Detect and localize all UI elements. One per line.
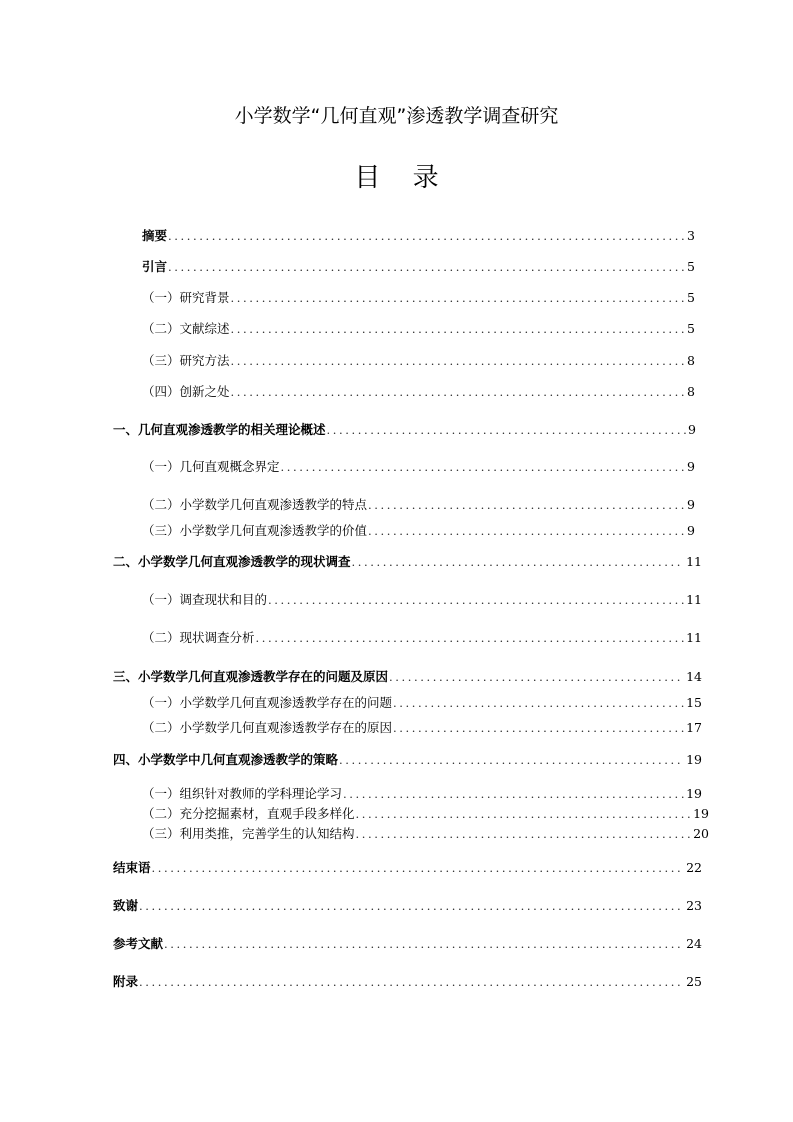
toc-entry-label: （四）创新之处 <box>142 384 230 399</box>
toc-leader-dots <box>256 628 685 648</box>
toc-entry-page: 5 <box>687 290 695 305</box>
toc-entry-label: （一）研究背景 <box>142 290 230 305</box>
toc-leader-dots <box>343 784 684 804</box>
toc-entry[interactable] <box>142 628 702 648</box>
toc-entry[interactable] <box>113 667 702 687</box>
toc-entry-page: 19 <box>686 786 702 801</box>
toc-leader-dots <box>393 693 684 713</box>
toc-entry[interactable] <box>142 521 695 541</box>
toc-entry-label: （二）小学数学几何直观渗透教学存在的原因 <box>142 720 393 735</box>
toc-leader-dots <box>393 718 684 738</box>
toc-entry-page: 9 <box>687 523 695 538</box>
toc-entry[interactable] <box>113 972 702 992</box>
toc-entry[interactable] <box>142 784 702 804</box>
toc-entry-page: 14 <box>686 669 702 684</box>
toc-entry-page: 9 <box>687 459 695 474</box>
toc-entry-page: 19 <box>686 752 702 767</box>
toc-entry-page: 17 <box>686 720 702 735</box>
toc-entry-page: 15 <box>686 695 702 710</box>
toc-leader-dots <box>368 521 685 541</box>
toc-leader-dots <box>327 420 687 440</box>
toc-entry-label: （一）调查现状和目的 <box>142 592 268 607</box>
toc-leader-dots <box>231 351 686 371</box>
toc-leader-dots <box>281 457 686 477</box>
toc-entry[interactable] <box>113 896 702 916</box>
toc-entry-label: （三）研究方法 <box>142 353 230 368</box>
toc-entry[interactable] <box>142 319 695 339</box>
toc-leader-dots <box>231 382 686 402</box>
toc-leader-dots <box>231 288 686 308</box>
toc-entry[interactable] <box>113 858 702 878</box>
toc-leader-dots <box>152 858 685 878</box>
toc-entry-page: 8 <box>687 353 695 368</box>
toc-entry[interactable] <box>142 382 695 402</box>
toc-entry-label: 参考文献 <box>113 936 164 951</box>
toc-entry-label: （一）组织针对教师的学科理论学习 <box>142 786 343 801</box>
toc-entry-label: 二、小学数学几何直观渗透教学的现状调查 <box>113 554 351 569</box>
toc-entry[interactable] <box>113 420 696 440</box>
toc-leader-dots <box>139 972 684 992</box>
toc-entry-page: 22 <box>686 860 702 875</box>
toc-entry[interactable] <box>142 718 702 738</box>
toc-entry-label: 引言 <box>142 259 168 274</box>
toc-entry-label: 附录 <box>113 974 139 989</box>
document-title: 小学数学“几何直观”渗透教学调查研究 <box>234 105 559 127</box>
toc-entry-page: 20 <box>693 826 709 841</box>
toc-entry-label: 结束语 <box>113 860 151 875</box>
toc-entry-label: 致谢 <box>113 898 139 913</box>
toc-entry-page: 24 <box>686 936 702 951</box>
toc-entry-page: 11 <box>686 554 702 569</box>
toc-leader-dots <box>356 824 692 844</box>
toc-leader-dots <box>368 495 685 515</box>
toc-entry-label: （三）利用类推，完善学生的认知结构 <box>142 826 355 841</box>
toc-entry-page: 19 <box>693 806 709 821</box>
toc-entry[interactable] <box>142 824 709 844</box>
toc-leader-dots <box>356 804 692 824</box>
toc-leader-dots <box>389 667 684 687</box>
toc-entry-label: 一、几何直观渗透教学的相关理论概述 <box>113 422 326 437</box>
toc-entry-page: 8 <box>687 384 695 399</box>
toc-entry-label: （二）小学数学几何直观渗透教学的特点 <box>142 497 368 512</box>
toc-leader-dots <box>352 552 685 572</box>
toc-leader-dots <box>168 226 685 246</box>
toc-entry[interactable] <box>142 495 695 515</box>
toc-entry-page: 9 <box>687 497 695 512</box>
toc-entry[interactable] <box>113 750 702 770</box>
toc-leader-dots <box>168 257 685 277</box>
toc-entry[interactable] <box>113 552 702 572</box>
toc-entry-label: 四、小学数学中几何直观渗透教学的策略 <box>113 752 339 767</box>
toc-entry[interactable] <box>142 590 702 610</box>
toc-heading: 目 录 <box>354 163 451 193</box>
toc-entry-label: （二）充分挖掘素材，直观手段多样化 <box>142 806 355 821</box>
toc-entry[interactable] <box>142 804 709 824</box>
toc-leader-dots <box>231 319 686 339</box>
toc-leader-dots <box>339 750 684 770</box>
toc-entry[interactable] <box>142 693 702 713</box>
toc-entry-page: 11 <box>686 592 702 607</box>
toc-entry[interactable] <box>142 457 695 477</box>
toc-leader-dots <box>139 896 684 916</box>
toc-entry-page: 9 <box>688 422 696 437</box>
toc-entry[interactable] <box>142 257 695 277</box>
toc-entry-label: （一）小学数学几何直观渗透教学存在的问题 <box>142 695 393 710</box>
toc-leader-dots <box>268 590 684 610</box>
toc-entry[interactable] <box>113 934 702 954</box>
toc-entry[interactable] <box>142 351 695 371</box>
toc-entry[interactable] <box>142 226 695 246</box>
toc-entry-page: 11 <box>686 630 702 645</box>
toc-entry[interactable] <box>142 288 695 308</box>
toc-entry-page: 23 <box>686 898 702 913</box>
toc-entry-label: 摘要 <box>142 228 168 243</box>
toc-entry-page: 5 <box>687 321 695 336</box>
toc-entry-page: 3 <box>687 228 695 243</box>
toc-entry-label: 三、小学数学几何直观渗透教学存在的问题及原因 <box>113 669 389 684</box>
toc-entry-page: 25 <box>686 974 702 989</box>
toc-entry-label: （一）几何直观概念界定 <box>142 459 280 474</box>
toc-entry-page: 5 <box>687 259 695 274</box>
toc-leader-dots <box>164 934 684 954</box>
toc-entry-label: （二）文献综述 <box>142 321 230 336</box>
toc-entry-label: （三）小学数学几何直观渗透教学的价值 <box>142 523 368 538</box>
toc-entry-label: （二）现状调查分析 <box>142 630 255 645</box>
